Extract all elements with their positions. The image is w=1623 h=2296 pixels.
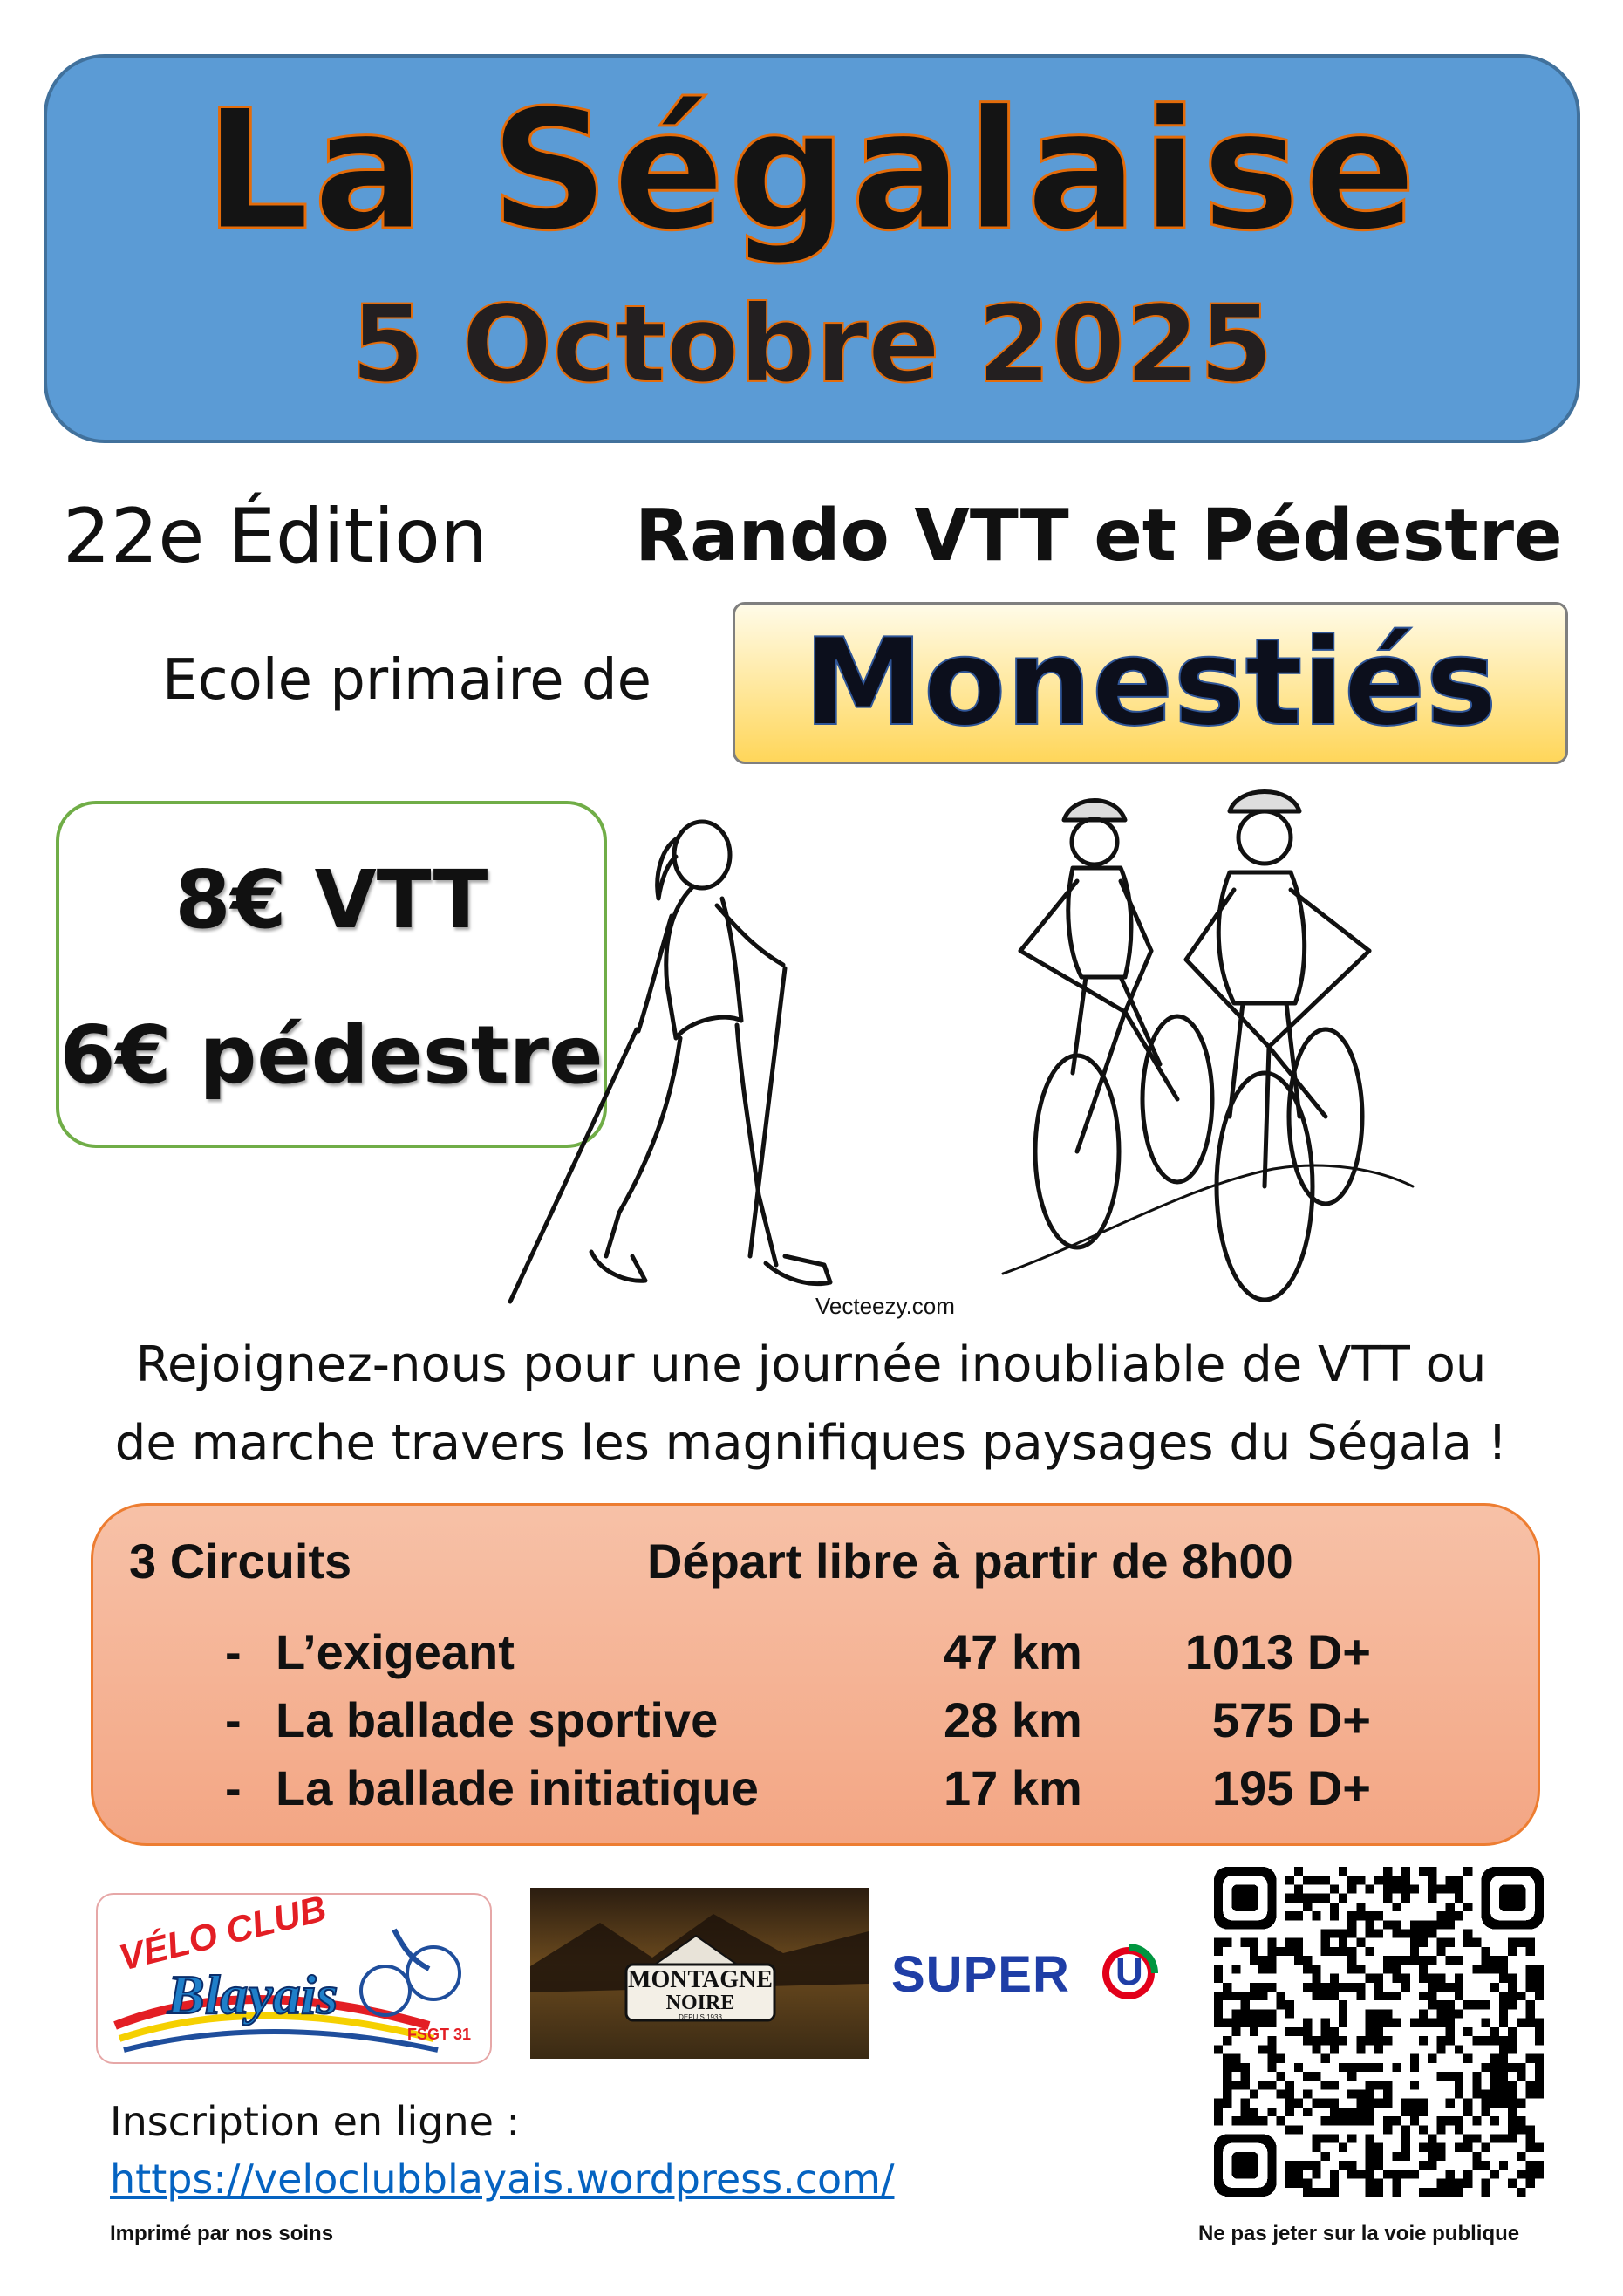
- circuit-bullet: -: [225, 1760, 242, 1815]
- circuit-name: La ballade sportive: [276, 1692, 719, 1747]
- montagne-since: DEPUIS 1933: [679, 2013, 722, 2021]
- circuit-name: La ballade initiatique: [276, 1760, 759, 1815]
- price-vtt: 8€ VTT: [174, 853, 488, 946]
- edition-label: 22e Édition: [63, 493, 488, 580]
- no-litter-note: Ne pas jeter sur la voie publique: [1198, 2222, 1520, 2245]
- circuit-bullet: -: [225, 1624, 242, 1679]
- velo-club-blayais-logo: [96, 1887, 492, 2064]
- cyclists-illustration: [994, 785, 1422, 1317]
- superu-mark-text: U: [1115, 1951, 1143, 1993]
- velo-club-fed-text: FSGT 31: [407, 2026, 472, 2043]
- circuit-elevation: 195 D+: [1211, 1760, 1371, 1815]
- circuits-heading: 3 Circuits: [129, 1534, 352, 1589]
- superu-text: SUPER: [891, 1946, 1070, 2003]
- inscription-link[interactable]: https://veloclubblayais.wordpress.com/: [110, 2156, 895, 2203]
- circuit-name: L’exigeant: [276, 1624, 515, 1679]
- price-pedestre: 6€ pédestre: [59, 1008, 604, 1102]
- montagne-line-2: NOIRE: [665, 1992, 735, 2014]
- circuit-distance: 28 km: [944, 1692, 1082, 1747]
- tagline-line-2: de marche travers les magnifiques paysages du Ségala !: [114, 1415, 1508, 1472]
- circuit-elevation: 1013 D+: [1184, 1624, 1371, 1679]
- event-title: La Ségalaise: [204, 74, 1420, 267]
- event-type: Rando VTT et Pédestre: [635, 495, 1563, 577]
- venue-town: Monestiés: [803, 612, 1497, 753]
- image-credit: Vecteezy.com: [815, 1293, 955, 1319]
- tagline-line-1: Rejoignez-nous pour une journée inoubliable de VTT ou: [135, 1336, 1487, 1393]
- printed-note: Imprimé par nos soins: [110, 2222, 334, 2245]
- circuit-distance: 17 km: [944, 1760, 1082, 1815]
- montagne-line-1: MONTAGNE: [628, 1966, 773, 1993]
- circuit-elevation: 575 D+: [1211, 1692, 1371, 1747]
- circuits-departure: Départ libre à partir de 8h00: [647, 1534, 1293, 1589]
- nordic-walker-illustration: [488, 803, 837, 1326]
- circuit-distance: 47 km: [944, 1624, 1082, 1679]
- velo-club-top-text: VÉLO CLUB: [114, 1887, 331, 1978]
- qr-code[interactable]: [1214, 1867, 1544, 2197]
- inscription-label: Inscription en ligne :: [110, 2098, 521, 2145]
- velo-club-name-text: Blayais: [167, 1964, 338, 2026]
- tagline: [105, 1326, 1517, 1483]
- venue-prefix: Ecole primaire de: [162, 648, 651, 713]
- montagne-noire-logo: [530, 1888, 869, 2059]
- super-u-logo: [891, 1942, 1179, 2005]
- circuit-bullet: -: [225, 1692, 242, 1747]
- event-date: 5 Octobre 2025: [351, 283, 1273, 407]
